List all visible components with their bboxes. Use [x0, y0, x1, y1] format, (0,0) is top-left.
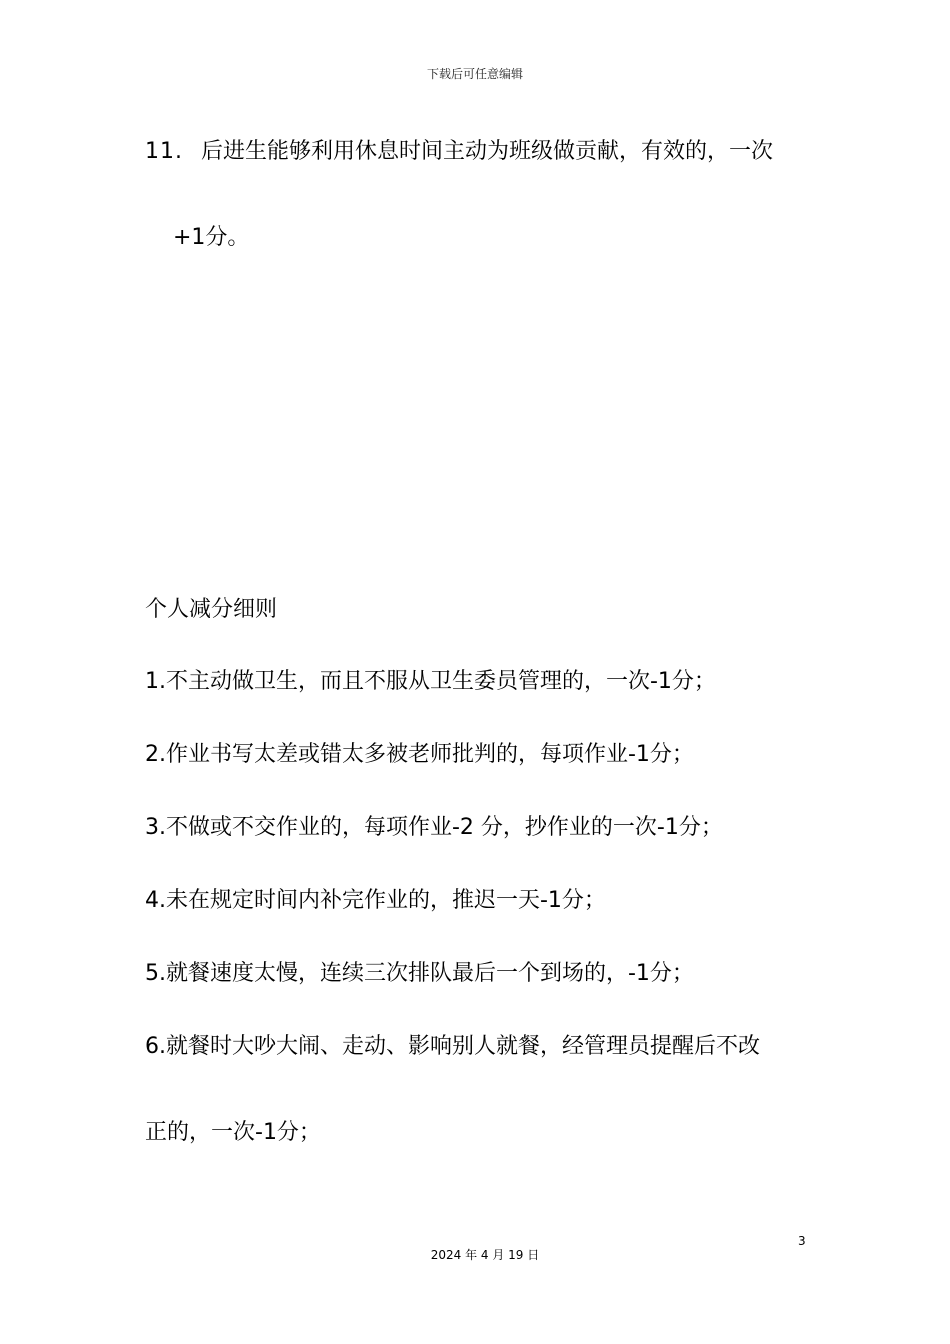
rule-item-3: 3.不做或不交作业的，每项作业-2 分，抄作业的一次-1分；	[145, 815, 723, 840]
item-11-line-2: +1分。	[173, 225, 250, 250]
rule-item-4: 4.未在规定时间内补完作业的，推迟一天-1分；	[145, 888, 606, 913]
rule-item-6-continuation: 正的，一次-1分；	[145, 1120, 321, 1145]
rule-item-2: 2.作业书写太差或错太多被老师批判的，每项作业-1分；	[145, 742, 694, 767]
item-11-text: 后进生能够利用休息时间主动为班级做贡献，有效的，一次	[201, 139, 774, 164]
rule-item-6: 6.就餐时大吵大闹、走动、影响别人就餐，经管理员提醒后不改	[145, 1034, 760, 1059]
page-number: 3	[798, 1234, 806, 1248]
page-header: 下载后可任意编辑	[426, 67, 523, 81]
section-title: 个人减分细则	[145, 597, 278, 622]
rule-item-5: 5.就餐速度太慢，连续三次排队最后一个到场的，-1分；	[145, 961, 694, 986]
footer-date: 2024 年 4 月 19 日	[430, 1248, 540, 1262]
item-11-number: 11.	[145, 139, 183, 164]
rule-item-1: 1.不主动做卫生，而且不服从卫生委员管理的，一次-1分；	[145, 669, 716, 694]
item-11-line-1	[145, 137, 773, 167]
